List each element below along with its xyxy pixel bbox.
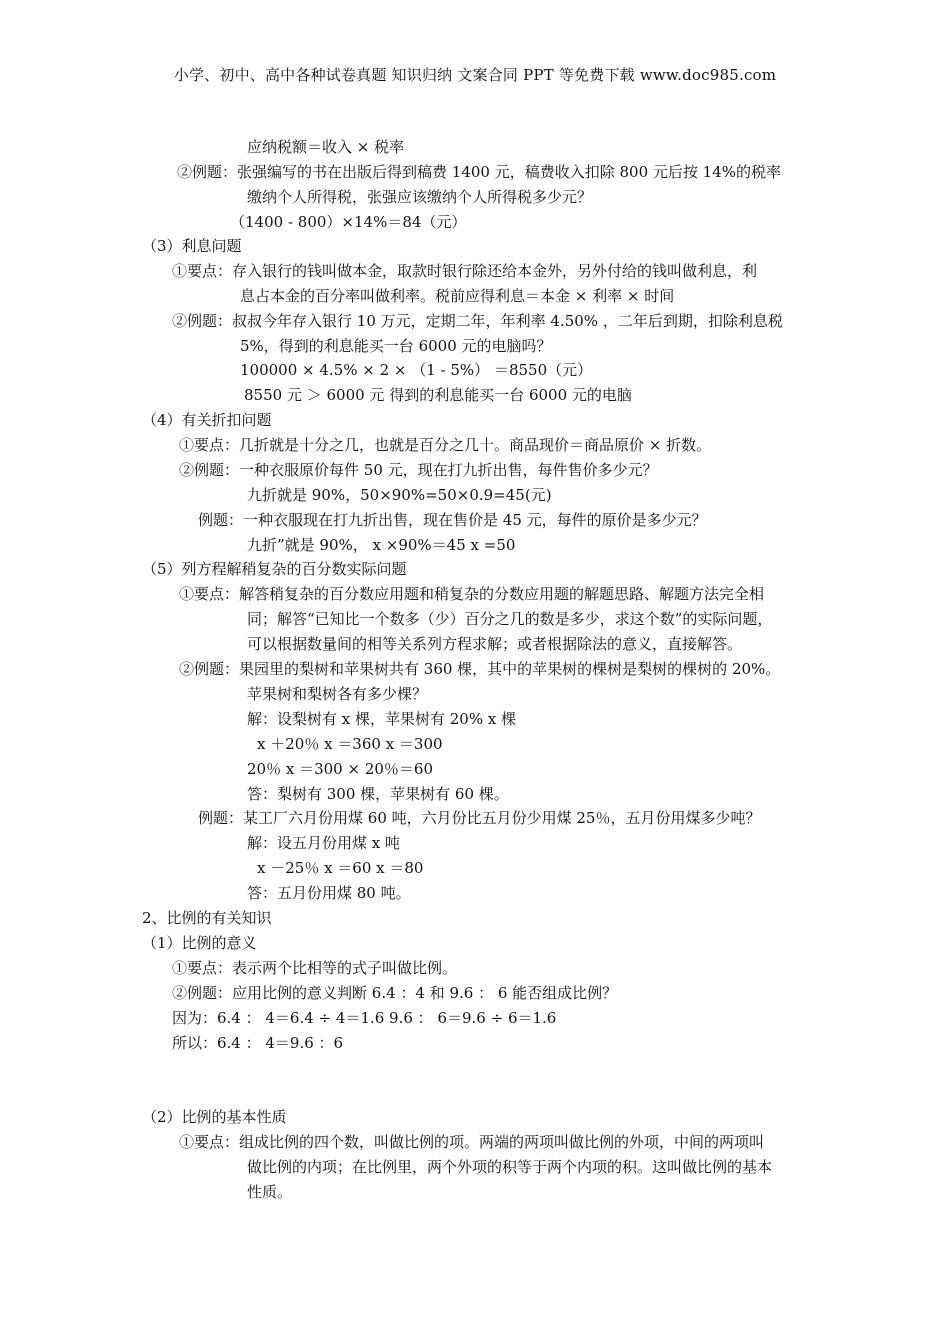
text-line: ①要点：几折就是十分之几，也就是百分之几十。商品现价＝商品原价 × 折数。 bbox=[179, 436, 712, 454]
text-line: ①要点：表示两个比相等的式子叫做比例。 bbox=[172, 959, 458, 977]
section-heading: （3）利息问题 bbox=[142, 237, 242, 255]
section-heading: （4）有关折扣问题 bbox=[142, 411, 272, 429]
text-line: ①要点：解答稍复杂的百分数应用题和稍复杂的分数应用题的解题思路、解题方法完全相 bbox=[179, 585, 765, 603]
text-line: 应纳税额＝收入 × 税率 bbox=[247, 138, 405, 156]
text-line: ①要点：存入银行的钱叫做本金，取款时银行除还给本金外，另外付给的钱叫做利息，利 bbox=[172, 262, 758, 280]
text-line: 九折”就是 90%， x ×90%＝45 x =50 bbox=[247, 536, 516, 554]
text-line: ②例题：叔叔今年存入银行 10 万元，定期二年，年利率 4.50% ，二年后到期，扣除利息税 bbox=[172, 312, 783, 330]
text-line: ②例题：张强编写的书在出版后得到稿费 1400 元，稿费收入扣除 800 元后按 14%的税率 bbox=[177, 163, 781, 181]
text-line: x －25％ x ＝60 x ＝80 bbox=[257, 859, 424, 877]
section-heading: 2、比例的有关知识 bbox=[142, 909, 272, 927]
text-line: 答：梨树有 300 棵，苹果树有 60 棵。 bbox=[247, 785, 509, 803]
text-line: 5%，得到的利息能买一台 6000 元的电脑吗？ bbox=[240, 337, 552, 355]
text-line: 所以：6.4 ： 4＝9.6 ：6 bbox=[172, 1034, 344, 1052]
text-line: 息占本金的百分率叫做利率。税前应得利息＝本金 × 利率 × 时间 bbox=[240, 287, 675, 305]
text-line: 100000 × 4.5% × 2 × （1 - 5%） ＝8550（元） bbox=[240, 361, 593, 379]
text-line: 答：五月份用煤 80 吨。 bbox=[247, 884, 411, 902]
text-line: 可以根据数量间的相等关系列方程求解；或者根据除法的意义，直接解答。 bbox=[247, 635, 743, 653]
text-line: 8550 元 ＞ 6000 元 得到的利息能买一台 6000 元的电脑 bbox=[244, 386, 632, 404]
text-line: x ＋20％ x ＝360 x ＝300 bbox=[257, 735, 443, 753]
text-line: ②例题：果园里的梨树和苹果树共有 360 棵，其中的苹果树的棵树是梨树的棵树的 20%。 bbox=[179, 660, 781, 678]
text-line: 解：设梨树有 x 棵，苹果树有 20% x 棵 bbox=[247, 710, 517, 728]
page-header: 小学、初中、高中各种试卷真题 知识归纳 文案合同 PPT 等免费下载 www.doc985.com bbox=[173, 66, 777, 84]
section-heading: （5）列方程解稍复杂的百分数实际问题 bbox=[142, 560, 407, 578]
text-line: ②例题：应用比例的意义判断 6.4 ：4 和 9.6 ： 6 能否组成比例？ bbox=[172, 984, 618, 1002]
text-line: 例题：某工厂六月份用煤 60 吨，六月份比五月份少用煤 25％，五月份用煤多少吨？ bbox=[198, 809, 761, 827]
text-line: 解：设五月份用煤 x 吨 bbox=[247, 834, 400, 852]
text-line: 同；解答“已知比一个数多（少）百分之几的数是多少，求这个数”的实际问题， bbox=[247, 610, 773, 628]
text-line: ②例题：一种衣服原价每件 50 元，现在打九折出售，每件售价多少元？ bbox=[179, 461, 658, 479]
text-line: 例题：一种衣服现在打九折出售，现在售价是 45 元，每件的原价是多少元？ bbox=[198, 511, 707, 529]
section-heading: （1）比例的意义 bbox=[142, 934, 257, 952]
text-line: 性质。 bbox=[247, 1183, 293, 1201]
text-line: ①要点：组成比例的四个数，叫做比例的项。两端的两项叫做比例的外项，中间的两项叫 bbox=[179, 1133, 765, 1151]
text-line: 缴纳个人所得税，张强应该缴纳个人所得税多少元？ bbox=[247, 188, 593, 206]
text-line: （1400 - 800）×14%＝84（元） bbox=[230, 213, 467, 231]
section-heading: （2）比例的基本性质 bbox=[142, 1108, 287, 1126]
text-line: 20％ x ＝300 × 20％＝60 bbox=[247, 760, 433, 778]
text-line: 因为：6.4 ： 4＝6.4 ÷ 4＝1.6 9.6 ： 6＝9.6 ÷ 6＝1.6 bbox=[172, 1009, 557, 1027]
text-line: 九折就是 90%，50×90%=50×0.9=45(元) bbox=[247, 486, 552, 504]
text-line: 做比例的内项；在比例里，两个外项的积等于两个内项的积。这叫做比例的基本 bbox=[247, 1158, 773, 1176]
text-line: 苹果树和梨树各有多少棵？ bbox=[247, 685, 428, 703]
